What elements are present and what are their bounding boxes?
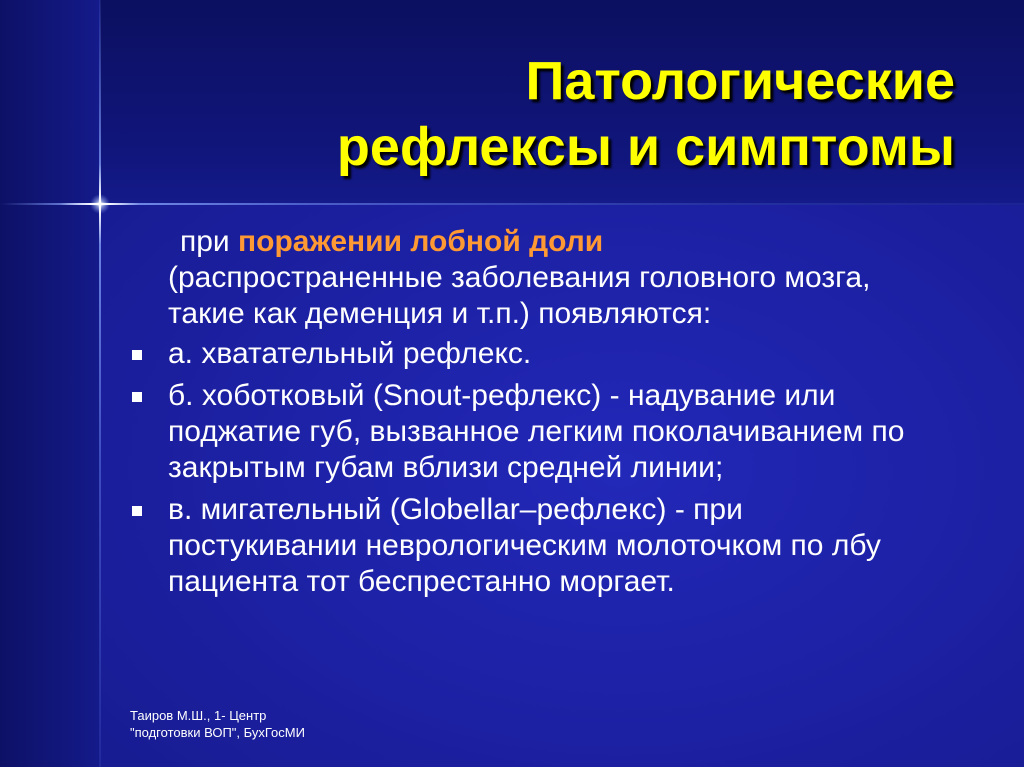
title-line-2: рефлексы и симптомы — [336, 117, 955, 177]
bullet-text: б. хоботковый (Snout-рефлекс) - надувание или поджатие губ, вызванное легким поколачиванием по закрытым губам вблизи средней линии; — [168, 379, 905, 484]
title-line-1: Патологические — [525, 51, 955, 111]
slide-title — [110, 48, 955, 180]
intro-paragraph — [130, 224, 930, 332]
bullet-text: а. хватательный рефлекс. — [168, 337, 532, 370]
square-bullet-icon — [132, 506, 142, 516]
bullet-list — [130, 336, 930, 600]
footer-line-1: Таиров М.Ш., 1- Центр — [130, 708, 267, 723]
intro-prefix: при — [180, 225, 239, 258]
square-bullet-icon — [132, 350, 142, 360]
slide-content — [130, 224, 930, 606]
bullet-item — [130, 378, 930, 486]
bullet-text: в. мигательный (Globellar–рефлекс) - при постукивании неврологическим молоточком по лбу пациента тот беспрестанно моргает. — [168, 493, 881, 598]
square-bullet-icon — [132, 392, 142, 402]
intro-rest: (распространенные заболевания головного мозга, такие как деменция и т.п.) появляются: — [168, 261, 871, 330]
bullet-item — [130, 336, 930, 372]
footer-line-2: "подготовки ВОП", БухГосМИ — [130, 725, 305, 740]
vertical-divider — [99, 0, 101, 767]
footer-credit — [130, 707, 430, 741]
left-band — [0, 0, 100, 767]
bullet-item — [130, 492, 930, 600]
horizontal-divider — [0, 203, 1024, 205]
intro-highlight: поражении лобной доли — [238, 225, 604, 258]
